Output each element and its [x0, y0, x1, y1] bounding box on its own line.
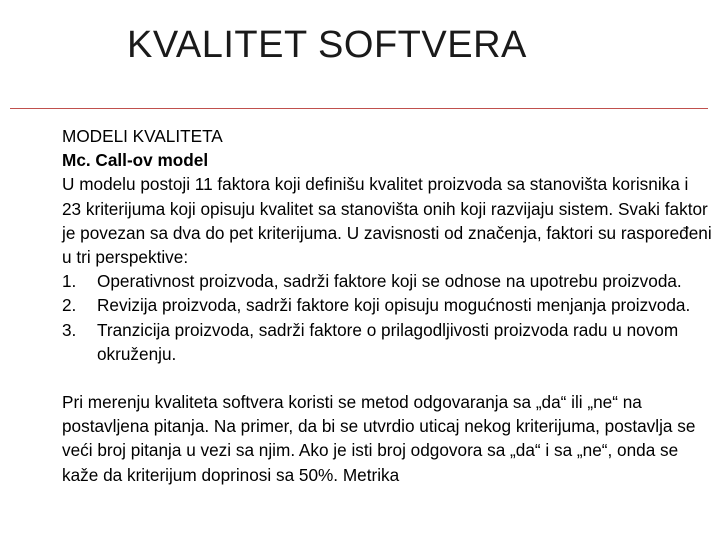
list-item-text: Revizija proizvoda, sadrži faktore koji opisuju mogućnosti menjanja proizvoda.: [97, 295, 691, 316]
list-item-number: 3.: [62, 319, 77, 340]
title-divider: [10, 108, 708, 109]
list-item-number: 2.: [62, 295, 77, 316]
section-heading: MODELI KVALITETA: [62, 126, 223, 146]
list-item: [62, 318, 712, 366]
perspective-list: [62, 269, 712, 366]
closing-paragraph: Pri merenju kvaliteta softvera koristi se metod odgovaranja sa „da“ ili „ne“ na postavljena pitanja. Na primer, da bi se utvrdio uticaj nekog kriterijuma, postavlja se veći broj pitanja u vezi sa njim. Ako je isti broj odgovora sa „da“ i sa „ne“, onda se kaže da kriterijum doprinosi sa 50%. Metrika: [62, 392, 696, 485]
intro-paragraph: U modelu postoji 11 faktora koji definišu kvalitet proizvoda sa stanovišta korisnika i 23 kriterijuma koji opisuju kvalitet sa stanovišta onih koji razvijaju sistem. Svaki faktor je povezan sa dva do pet kriterijuma. U zavisnosti od značenja, faktori su raspoređeni u tri perspektive:: [62, 174, 712, 268]
paragraph-spacer: [62, 366, 712, 390]
list-item: [62, 293, 712, 317]
list-item: [62, 269, 712, 293]
model-subheading: Mc. Call-ov model: [62, 150, 209, 171]
list-item-text: Tranzicija proizvoda, sadrži faktore o prilagodljivosti proizvoda radu u novom okruženju.: [97, 319, 679, 364]
slide-title: KVALITET SOFTVERA: [127, 24, 527, 66]
list-item-text: Operativnost proizvoda, sadrži faktore koji se odnose na upotrebu proizvoda.: [97, 271, 682, 292]
slide-content: [62, 124, 712, 487]
list-item-number: 1.: [62, 271, 77, 292]
